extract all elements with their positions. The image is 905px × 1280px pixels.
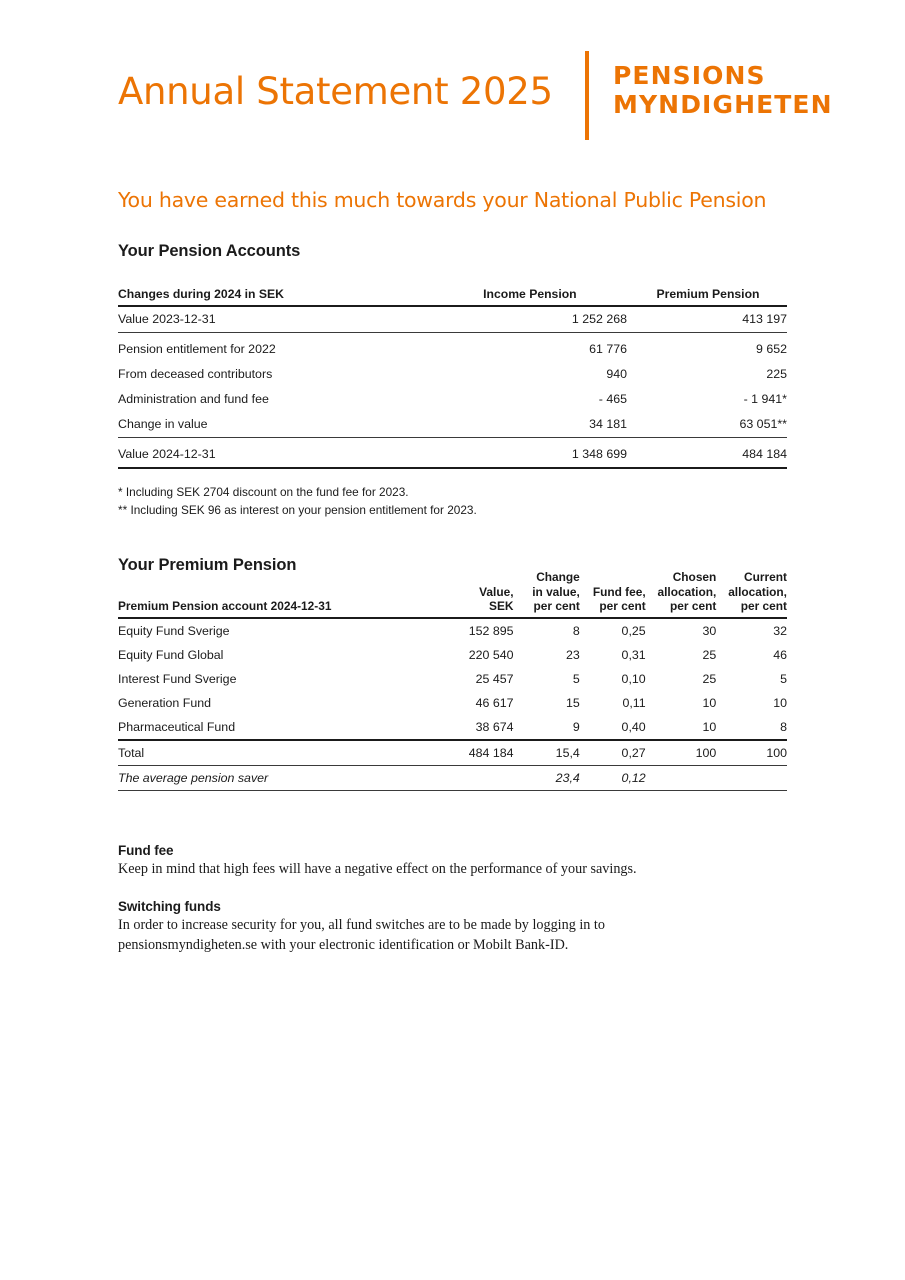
fund-change: 23 xyxy=(566,647,580,662)
table-row-total xyxy=(118,740,787,766)
pension-accounts-table xyxy=(118,283,787,469)
premium-pension-table xyxy=(118,570,787,791)
total-fee: 0,27 xyxy=(621,745,646,760)
column-header-chosen-allocation: Chosen allocation, per cent xyxy=(657,570,717,613)
fund-change: 15 xyxy=(566,695,580,710)
row-premium-value: 413 197 xyxy=(742,312,787,326)
fund-name: Pharmaceutical Fund xyxy=(118,719,236,734)
fund-change: 8 xyxy=(572,623,580,638)
page-title: Annual Statement 2025 xyxy=(118,70,553,113)
fund-current-allocation: 5 xyxy=(780,671,787,686)
table-row xyxy=(118,387,787,412)
table-row-opening-value xyxy=(118,306,787,333)
fund-name: Equity Fund Sverige xyxy=(118,623,230,638)
table-row xyxy=(118,643,787,667)
average-value xyxy=(447,765,513,790)
section-title-pension-accounts: Your Pension Accounts xyxy=(118,242,301,260)
fund-fee-body: Keep in mind that high fees will have a negative effect on the performance of your savings. xyxy=(118,861,637,877)
fund-current-allocation: 10 xyxy=(773,695,787,710)
fund-fee: 0,25 xyxy=(621,623,646,638)
section-title-premium-pension: Your Premium Pension xyxy=(118,556,297,574)
row-label: Change in value xyxy=(118,417,208,431)
fund-fee-block xyxy=(118,843,637,879)
fund-fee: 0,40 xyxy=(621,719,646,734)
fund-fee: 0,31 xyxy=(621,647,646,662)
row-premium-value: - 1 941* xyxy=(743,392,787,406)
row-income-value: 1 252 268 xyxy=(571,312,627,326)
total-current-allocation: 100 xyxy=(766,745,787,760)
switching-funds-body-line-1: In order to increase security for you, all fund switches are to be made by logging in to xyxy=(118,917,605,933)
lead-statement: You have earned this much towards your National Public Pension xyxy=(118,188,767,212)
column-header-changes: Changes during 2024 in SEK xyxy=(118,287,284,301)
table-row xyxy=(118,618,787,643)
logo-line-2: MYNDIGHETEN xyxy=(613,90,833,119)
fund-name: Equity Fund Global xyxy=(118,647,224,662)
average-fee: 0,12 xyxy=(621,770,646,785)
row-income-value: 34 181 xyxy=(589,417,627,431)
fund-change: 9 xyxy=(572,719,580,734)
fund-value: 220 540 xyxy=(468,647,514,662)
row-label: Administration and fund fee xyxy=(118,392,269,406)
logo-divider-rule xyxy=(585,51,589,140)
fund-name: Generation Fund xyxy=(118,695,211,710)
table-row xyxy=(118,333,787,363)
fund-chosen-allocation: 10 xyxy=(702,695,717,710)
row-premium-value: 63 051** xyxy=(739,417,787,431)
fund-value: 46 617 xyxy=(475,695,514,710)
footnote-2: ** Including SEK 96 as interest on your pension entitlement for 2023. xyxy=(118,503,477,517)
fund-chosen-allocation: 10 xyxy=(702,719,717,734)
pension-accounts-footnotes xyxy=(118,483,477,519)
row-label: Pension entitlement for 2022 xyxy=(118,342,276,356)
switching-funds-body-line-2: pensionsmyndigheten.se with your electronic identification or Mobilt Bank-ID. xyxy=(118,937,569,953)
premium-pension-table-body xyxy=(118,618,787,791)
row-income-value: 61 776 xyxy=(589,342,627,356)
table-row xyxy=(118,667,787,691)
fund-fee: 0,11 xyxy=(622,695,646,710)
table-row-average-saver xyxy=(118,765,787,790)
pension-accounts-table-body xyxy=(118,306,787,468)
pensionsmyndigheten-logo xyxy=(585,51,833,143)
total-chosen-allocation: 100 xyxy=(695,745,717,760)
table-row-closing-value xyxy=(118,438,787,469)
average-chosen-allocation xyxy=(646,765,717,790)
table-row xyxy=(118,691,787,715)
table-header-row xyxy=(118,570,787,618)
fund-current-allocation: 32 xyxy=(773,623,787,638)
row-label: Value 2024-12-31 xyxy=(118,447,216,461)
document-header xyxy=(118,46,833,146)
total-value: 484 184 xyxy=(468,745,514,760)
column-header-account: Premium Pension account 2024-12-31 xyxy=(118,599,332,613)
column-header-premium-pension: Premium Pension xyxy=(656,287,760,301)
fund-fee: 0,10 xyxy=(621,671,646,686)
row-premium-value: 225 xyxy=(766,367,787,381)
row-income-value: - 465 xyxy=(598,392,627,406)
row-label: From deceased contributors xyxy=(118,367,273,381)
column-header-value: Value, SEK xyxy=(479,584,514,613)
fund-value: 25 457 xyxy=(475,671,514,686)
logo-line-1: PENSIONS xyxy=(613,61,766,90)
fund-change: 5 xyxy=(572,671,580,686)
switching-funds-heading: Switching funds xyxy=(118,899,221,914)
total-label: Total xyxy=(118,745,145,760)
fund-value: 38 674 xyxy=(475,719,514,734)
average-current-allocation xyxy=(716,765,787,790)
fund-value: 152 895 xyxy=(468,623,514,638)
footnote-1: * Including SEK 2704 discount on the fund fee for 2023. xyxy=(118,485,409,499)
fund-fee-heading: Fund fee xyxy=(118,843,174,858)
fund-chosen-allocation: 25 xyxy=(702,671,717,686)
row-label: Value 2023-12-31 xyxy=(118,312,216,326)
row-income-value: 1 348 699 xyxy=(571,447,627,461)
column-header-income-pension: Income Pension xyxy=(483,287,577,301)
table-row xyxy=(118,362,787,387)
table-row xyxy=(118,715,787,740)
logo-wordmark xyxy=(613,61,833,119)
table-row xyxy=(118,412,787,438)
column-header-change-in-value: Change in value, per cent xyxy=(532,570,580,613)
switching-funds-block xyxy=(118,899,605,955)
table-header-row xyxy=(118,283,787,306)
premium-pension-table-head xyxy=(118,570,787,618)
row-premium-value: 484 184 xyxy=(742,447,787,461)
average-change: 23,4 xyxy=(555,770,580,785)
column-header-current-allocation: Current allocation, per cent xyxy=(728,570,787,613)
fund-chosen-allocation: 30 xyxy=(702,623,717,638)
fund-current-allocation: 8 xyxy=(780,719,787,734)
row-income-value: 940 xyxy=(606,367,627,381)
column-header-fund-fee: Fund fee, per cent xyxy=(592,584,646,613)
row-premium-value: 9 652 xyxy=(755,342,787,356)
total-change: 15,4 xyxy=(555,745,580,760)
fund-chosen-allocation: 25 xyxy=(702,647,717,662)
fund-name: Interest Fund Sverige xyxy=(118,671,237,686)
pension-accounts-table-head xyxy=(118,283,787,306)
average-label: The average pension saver xyxy=(118,770,269,785)
fund-current-allocation: 46 xyxy=(773,647,787,662)
